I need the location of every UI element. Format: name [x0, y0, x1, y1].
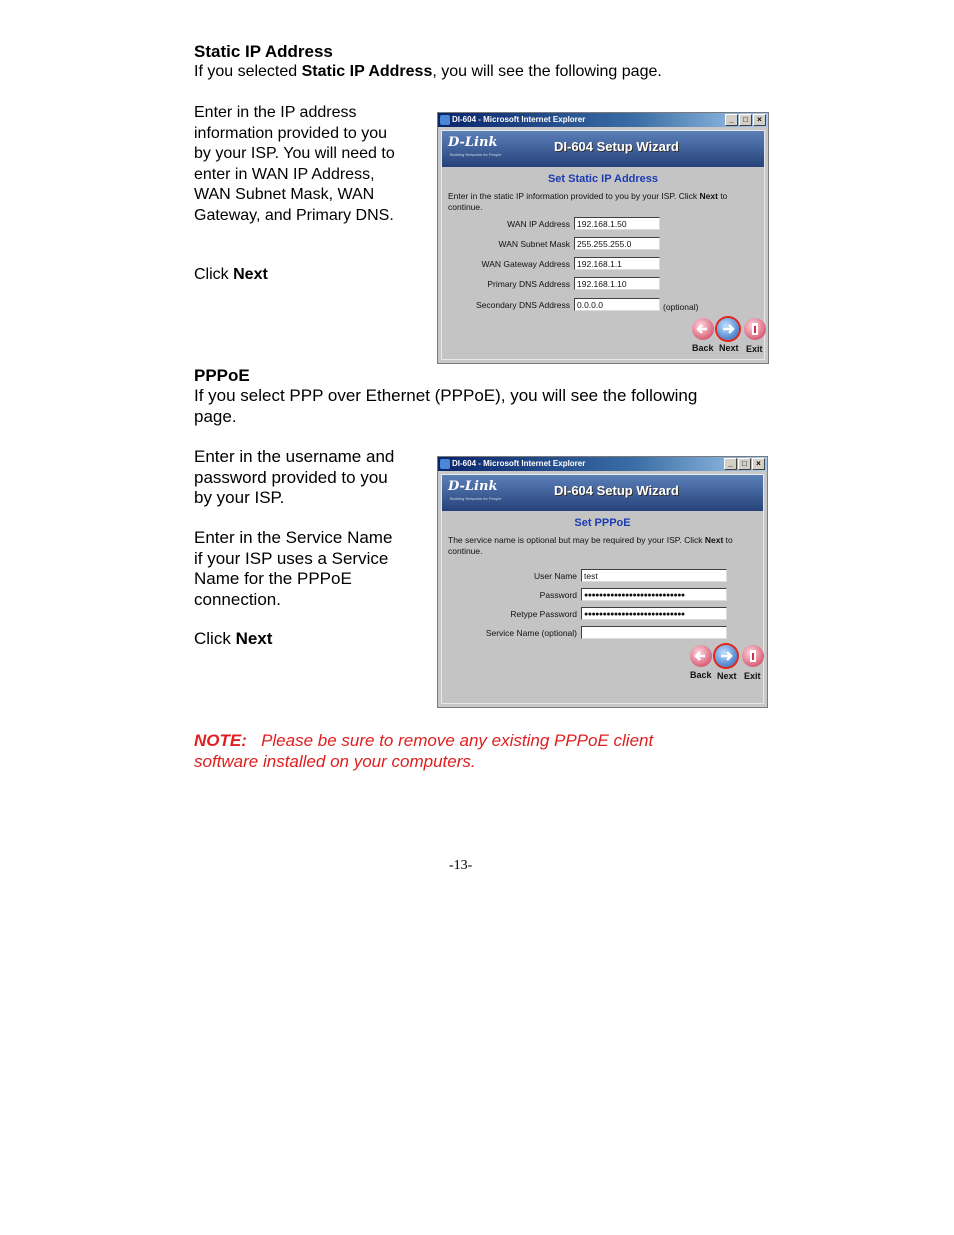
desc-line: connection.	[194, 589, 281, 609]
instruction-bold: Next	[704, 535, 724, 545]
field-label: Service Name (optional)	[485, 628, 577, 638]
ie-icon	[440, 459, 450, 469]
minimize-button[interactable]: _	[725, 114, 738, 126]
next-label: Next	[717, 671, 737, 681]
static-ip-heading: Static IP Address	[194, 42, 333, 61]
desc-line: by your ISP. You will need to	[194, 145, 395, 162]
intro-text-end: , you will see the following page.	[432, 63, 662, 80]
field-label: User Name	[534, 571, 577, 581]
static-ip-description	[194, 103, 395, 226]
instruction-text-end: to continue.	[448, 191, 728, 212]
field-label: WAN IP Address	[507, 219, 570, 229]
window-title: DI-604 - Microsoft Internet Explorer	[452, 459, 586, 468]
intro-line: If you select PPP over Ethernet (PPPoE), you will see the following	[194, 386, 698, 405]
next-arrow-icon	[717, 318, 739, 340]
optional-label: (optional)	[663, 302, 699, 312]
service-name-row	[442, 628, 577, 641]
retype-password-input[interactable]: ●●●●●●●●●●●●●●●●●●●●●●●●●●●	[581, 607, 727, 620]
service-name-input[interactable]	[581, 626, 727, 639]
static-ip-window	[437, 112, 769, 364]
maximize-button[interactable]: □	[738, 458, 751, 470]
ie-icon	[440, 115, 450, 125]
exit-door-icon	[744, 318, 766, 340]
click-next-bold: Next	[233, 266, 268, 283]
close-button[interactable]: ×	[753, 114, 766, 126]
primary-dns-input[interactable]: 192.168.1.10	[574, 277, 660, 290]
back-label: Back	[692, 343, 714, 353]
window-content	[441, 474, 764, 704]
desc-line: password provided to you	[194, 467, 388, 487]
field-label: WAN Gateway Address	[481, 259, 570, 269]
note-line: Please be sure to remove any existing PPPoE client	[261, 731, 654, 750]
static-ip-click-next	[194, 265, 268, 286]
wizard-subtitle: Set PPPoE	[574, 517, 631, 529]
click-text: Click	[194, 629, 236, 648]
field-label: Primary DNS Address	[487, 279, 570, 289]
back-button[interactable]	[692, 318, 714, 340]
window-titlebar	[438, 457, 767, 471]
window-title: DI-604 - Microsoft Internet Explorer	[452, 115, 586, 124]
intro-bold: Static IP Address	[301, 63, 433, 80]
next-arrow-icon	[715, 645, 737, 667]
click-next-bold: Next	[235, 629, 273, 648]
pppoe-description-1	[194, 447, 394, 509]
page-number: -13-	[449, 858, 473, 873]
exit-button[interactable]	[744, 318, 766, 340]
dlink-banner	[442, 131, 764, 167]
exit-button[interactable]	[742, 645, 764, 667]
secondary-dns-row	[442, 300, 570, 313]
gateway-input[interactable]: 192.168.1.1	[574, 257, 660, 270]
pppoe-description-2	[194, 528, 392, 610]
pppoe-click-next	[194, 629, 272, 650]
next-label: Next	[719, 343, 739, 353]
dlink-tagline: Building Networks for People	[450, 152, 502, 157]
wizard-instruction	[448, 191, 758, 213]
desc-line: if your ISP uses a Service	[194, 548, 389, 568]
pppoe-window	[437, 456, 768, 708]
field-label: Secondary DNS Address	[475, 300, 570, 310]
window-content	[441, 130, 765, 360]
desc-line: Name for the PPPoE	[194, 569, 352, 588]
password-row	[442, 590, 577, 603]
retype-password-row	[442, 609, 577, 622]
instruction-text: The service name is optional but may be required by your ISP. Click	[448, 535, 705, 545]
exit-door-icon	[742, 645, 764, 667]
close-button[interactable]: ×	[752, 458, 765, 470]
desc-line: by your ISP.	[194, 488, 285, 507]
back-arrow-icon	[690, 645, 712, 667]
field-label: Retype Password	[510, 609, 577, 619]
instruction-text-end: to continue.	[448, 535, 733, 556]
back-arrow-icon	[692, 318, 714, 340]
desc-line: information provided to you	[194, 124, 387, 142]
dlink-banner	[442, 475, 763, 511]
username-row	[442, 571, 577, 584]
pppoe-heading: PPPoE	[194, 366, 250, 385]
pppoe-intro	[194, 386, 794, 427]
username-input[interactable]: test	[581, 569, 727, 582]
instruction-text: Enter in the static IP information provided to you by your ISP. Click	[448, 191, 700, 201]
desc-line: Enter in the IP address	[194, 104, 357, 121]
desc-line: enter in WAN IP Address,	[194, 165, 375, 183]
window-titlebar	[438, 113, 768, 127]
wan-ip-row	[442, 219, 570, 232]
exit-label: Exit	[746, 344, 763, 354]
exit-label: Exit	[744, 671, 761, 681]
click-text: Click	[194, 266, 234, 283]
intro-text: If you selected	[194, 63, 302, 80]
field-label: WAN Subnet Mask	[498, 239, 570, 249]
desc-line: Enter in the username and	[194, 447, 395, 466]
static-ip-intro	[194, 62, 662, 83]
note-label: NOTE:	[194, 731, 247, 750]
pppoe-note	[194, 731, 653, 772]
minimize-button[interactable]: _	[724, 458, 737, 470]
field-label: Password	[539, 590, 577, 600]
back-label: Back	[690, 670, 712, 680]
subnet-mask-input[interactable]: 255.255.255.0	[574, 237, 660, 250]
instruction-bold: Next	[699, 191, 718, 201]
wizard-title: DI-604 Setup Wizard	[554, 139, 679, 154]
note-line: software installed on your computers.	[194, 751, 476, 771]
back-button[interactable]	[690, 645, 712, 667]
gateway-row	[442, 259, 570, 272]
subnet-mask-row	[442, 239, 570, 252]
desc-line: Gateway, and Primary DNS.	[194, 206, 394, 224]
intro-line: page.	[194, 406, 237, 426]
desc-line: Enter in the Service Name	[194, 528, 393, 547]
dlink-logo: D-Link	[448, 135, 498, 150]
secondary-dns-input[interactable]: 0.0.0.0	[574, 298, 660, 311]
desc-line: WAN Subnet Mask, WAN	[194, 186, 375, 203]
wizard-instruction	[448, 535, 757, 557]
wizard-title: DI-604 Setup Wizard	[554, 483, 679, 498]
next-button[interactable]	[715, 645, 737, 667]
password-input[interactable]: ●●●●●●●●●●●●●●●●●●●●●●●●●●●	[581, 588, 727, 601]
wan-ip-input[interactable]: 192.168.1.50	[574, 217, 660, 230]
maximize-button[interactable]: □	[739, 114, 752, 126]
wizard-subtitle: Set Static IP Address	[547, 173, 659, 185]
dlink-logo: D-Link	[448, 479, 498, 494]
dlink-tagline: Building Networks for People	[450, 496, 502, 501]
primary-dns-row	[442, 279, 570, 292]
next-button[interactable]	[717, 318, 739, 340]
